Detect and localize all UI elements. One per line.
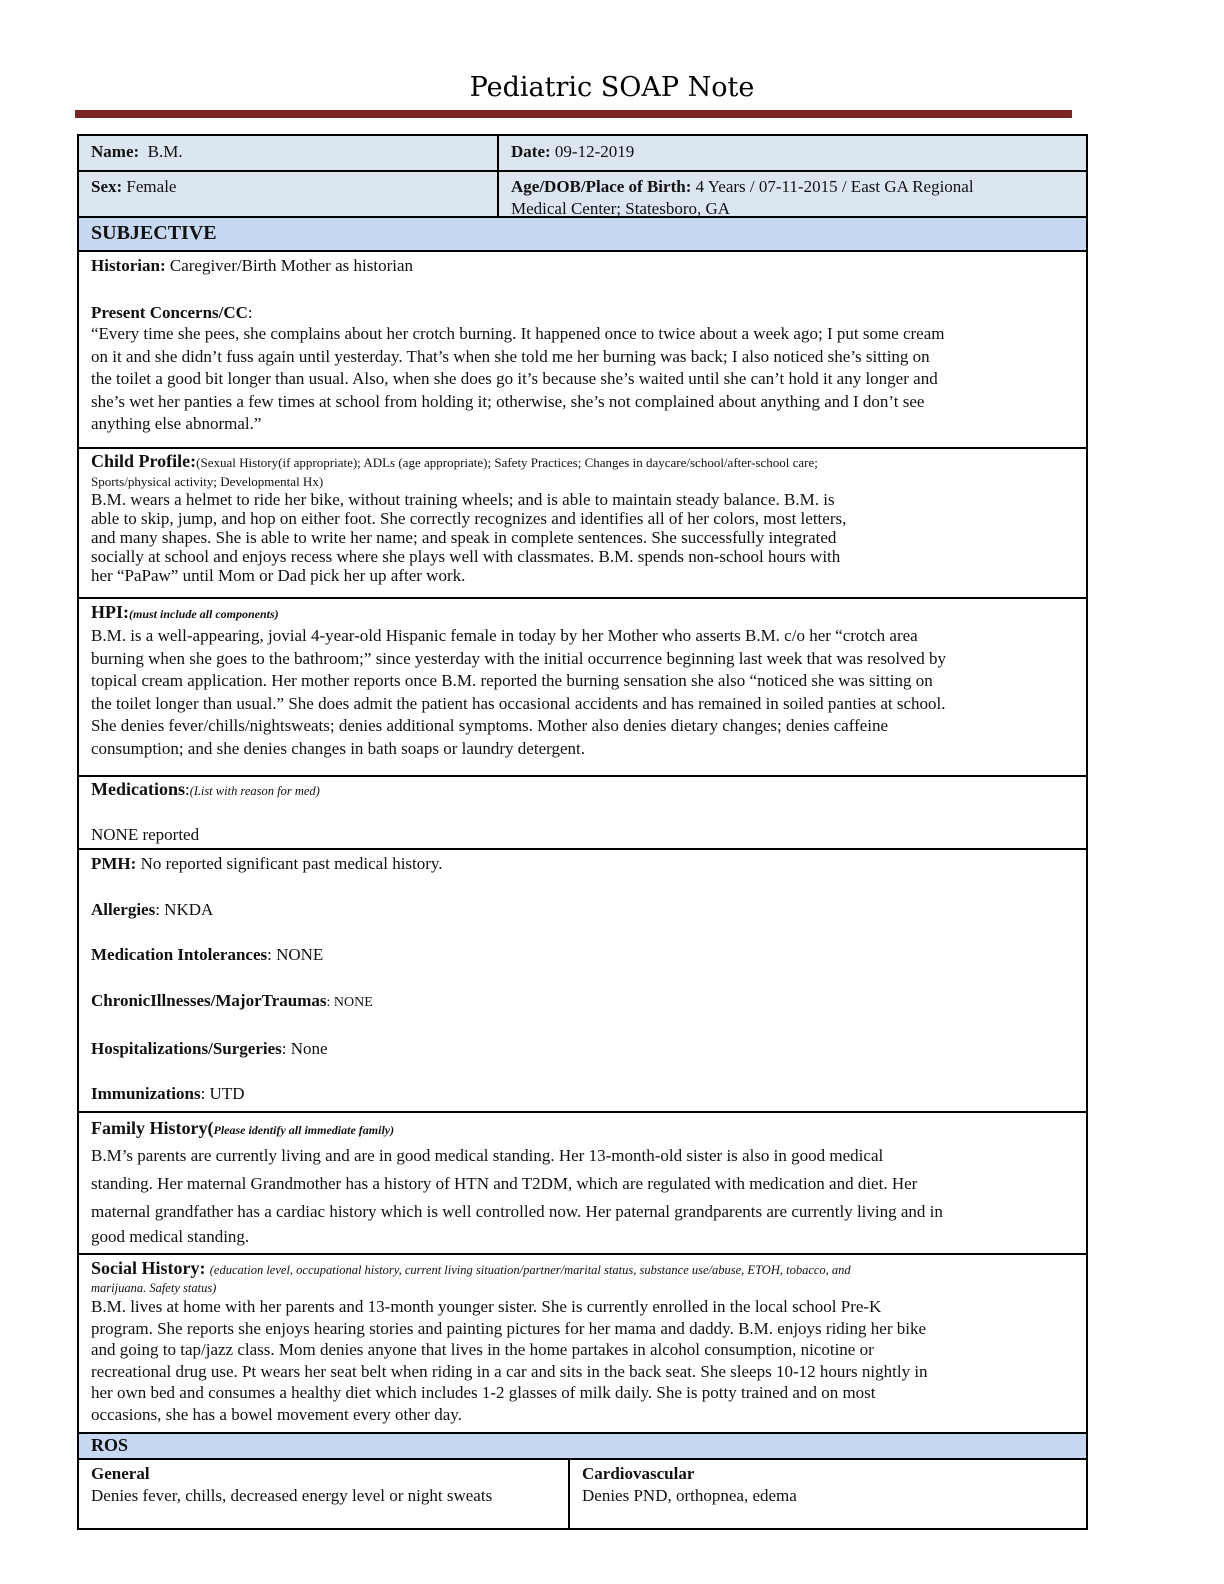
- social-label: Social History:: [91, 1258, 206, 1278]
- family-line: standing. Her maternal Grandmother has a history of HTN and T2DM, which are regulated with medication and diet. Her: [91, 1174, 918, 1193]
- immunizations-label: Immunizations: [91, 1084, 201, 1103]
- meds-label: Medications: [91, 779, 185, 799]
- family-label: Family History(: [91, 1118, 214, 1138]
- intolerances-label: Medication Intolerances: [91, 945, 268, 964]
- meds-hint: (List with reason for med): [189, 784, 320, 798]
- child-profile-section: [79, 449, 1086, 599]
- historian-cc-section: [79, 252, 1086, 449]
- ros-cardiovascular: [570, 1460, 1086, 1528]
- profile-line: B.M. wears a helmet to ride her bike, without training wheels; and is able to maintain steady balance. B.M. is: [91, 490, 835, 509]
- hpi-line: B.M. is a well-appearing, jovial 4-year-old Hispanic female in today by her Mother who asserts B.M. c/o her “crotch area: [91, 626, 918, 645]
- cc-line: “Every time she pees, she complains about her crotch burning. It happened once to twice about a week ago; I put some cream: [91, 324, 945, 343]
- historian-value: Caregiver/Birth Mother as historian: [169, 256, 413, 275]
- family-text: [91, 1142, 1074, 1248]
- ros-cardio-label: Cardiovascular: [582, 1464, 695, 1483]
- page-title: Pediatric SOAP Note: [469, 72, 755, 103]
- profile-line: and many shapes. She is able to write her name; and speak in complete sentences. She successfully integrated: [91, 528, 837, 547]
- ros-general-label: General: [91, 1464, 150, 1483]
- family-line: B.M’s parents are currently living and are in good medical standing. Her 13-month-old sister is also in good medical: [91, 1146, 884, 1165]
- sex-age-row: [79, 172, 1086, 218]
- cc-line: on it and she didn’t fuss again until yesterday. That’s when she told me her burning was back; I also noticed she’s sitting on: [91, 346, 930, 366]
- hpi-line: consumption; and she denies changes in bath soaps or laundry detergent.: [91, 738, 585, 758]
- ros-row: [79, 1460, 1086, 1528]
- social-line: B.M. lives at home with her parents and 13-month younger sister. She is currently enrolled in the local school Pre-K: [91, 1297, 882, 1316]
- pmh-section: [79, 850, 1086, 1113]
- social-line: program. She reports she enjoys hearing stories and painting pictures for her mama and daddy. B.M. enjoys riding her bike: [91, 1318, 927, 1338]
- pmh-label: PMH:: [91, 854, 137, 873]
- pmh-value: No reported significant past medical history.: [140, 854, 443, 873]
- social-line: occasions, she has a bowel movement every other day.: [91, 1404, 462, 1424]
- allergies-label: Allergies: [91, 900, 156, 919]
- profile-line: her “PaPaw” until Mom or Dad pick her up after work.: [91, 566, 466, 585]
- hpi-line: She denies fever/chills/nightsweats; denies additional symptoms. Mother also denies dietary changes; denies caffeine: [91, 716, 889, 735]
- age-value-line2: Medical Center; Statesboro, GA: [511, 199, 731, 218]
- hpi-label: HPI:: [91, 602, 129, 622]
- profile-hint-line2: Sports/physical activity; Developmental Hx): [91, 474, 324, 489]
- age-field: [499, 172, 1086, 216]
- ros-heading: ROS: [79, 1434, 1086, 1460]
- ros-cardio-value: Denies PND, orthopnea, edema: [582, 1486, 797, 1505]
- medications-section: [79, 777, 1086, 850]
- date-label: Date:: [511, 142, 551, 161]
- family-line: maternal grandfather has a cardiac history which is well controlled now. Her paternal grandparents are currently living and in: [91, 1202, 943, 1221]
- soap-form: [77, 134, 1088, 1530]
- intolerances-value: : NONE: [267, 945, 324, 964]
- name-label: Name:: [91, 142, 140, 161]
- ros-general: [79, 1460, 570, 1528]
- profile-line: able to skip, jump, and hop on either foot. She correctly recognizes and identifies all of her colors, most letters,: [91, 509, 847, 528]
- social-line: her own bed and consumes a healthy diet which includes 1-2 glasses of milk daily. She is potty trained and on most: [91, 1383, 876, 1402]
- date-value: 09-12-2019: [554, 142, 635, 161]
- hpi-line: the toilet longer than usual.” She does admit the patient has occasional accidents and has remained in soiled panties at school.: [91, 693, 946, 713]
- age-value-line1: 4 Years / 07-11-2015 / East GA Regional: [695, 177, 974, 196]
- hpi-line: topical cream application. Her mother reports once B.M. reported the burning sensation she also “noticed she was sitting on: [91, 671, 933, 690]
- cc-label: Present Concerns/CC: [91, 303, 248, 322]
- cc-text: [91, 323, 1074, 436]
- cc-line: anything else abnormal.”: [91, 414, 262, 433]
- hospitalizations-label: Hospitalizations/Surgeries: [91, 1039, 282, 1058]
- ros-general-value: Denies fever, chills, decreased energy level or night sweats: [91, 1486, 493, 1505]
- sex-label: Sex:: [91, 177, 123, 196]
- name-value: B.M.: [147, 142, 183, 161]
- meds-colon: :: [185, 780, 190, 799]
- sex-value: Female: [126, 177, 177, 196]
- name-date-row: [79, 136, 1086, 172]
- cc-colon: :: [247, 303, 253, 322]
- profile-hint-line1: (Sexual History(if appropriate); ADLs (age appropriate); Safety Practices; Changes in daycare/school/after-school care;: [196, 455, 818, 470]
- hpi-text: [91, 625, 1074, 760]
- subjective-heading: SUBJECTIVE: [79, 218, 1086, 252]
- social-history-section: [79, 1255, 1086, 1434]
- family-hint: Please identify all immediate family): [213, 1123, 395, 1137]
- profile-text: [91, 490, 1074, 585]
- family-history-section: [79, 1113, 1086, 1255]
- date-field: [499, 136, 1086, 170]
- cc-line: the toilet a good bit longer than usual. Also, when she does go it’s because she’s waited until she can’t hold it any longer and: [91, 369, 938, 388]
- profile-line: socially at school and enjoys recess where she plays well with classmates. B.M. spends non-school hours with: [91, 547, 841, 566]
- hpi-hint: (must include all components): [129, 607, 279, 621]
- immunizations-value: : UTD: [200, 1084, 245, 1103]
- social-line: recreational drug use. Pt wears her seat belt when riding in a car and sits in the back seat. She sleeps 10-12 hours nightly in: [91, 1361, 928, 1381]
- chronic-label: ChronicIllnesses/MajorTraumas: [91, 991, 327, 1010]
- allergies-value: : NKDA: [155, 900, 214, 919]
- social-hint-line2: marijuana. Safety status): [91, 1281, 217, 1295]
- hospitalizations-value: : None: [281, 1039, 328, 1058]
- historian-label: Historian:: [91, 256, 166, 275]
- cc-line: she’s wet her panties a few times at school from holding it; otherwise, she’s not complained about anything and I don’t see: [91, 391, 925, 411]
- social-hint-line1: (education level, occupational history, current living situation/partner/marital status, substance use/abuse, ETOH, tobacco, and: [209, 1263, 851, 1277]
- hpi-section: [79, 599, 1086, 777]
- social-text: [91, 1296, 1074, 1425]
- social-line: and going to tap/jazz class. Mom denies anyone that lives in the home partakes in alcohol consumption, nicotine or: [91, 1340, 874, 1359]
- meds-value: NONE reported: [91, 825, 200, 844]
- family-line: good medical standing.: [91, 1227, 250, 1246]
- name-field: [79, 136, 499, 170]
- sex-field: [79, 172, 499, 216]
- title-rule: [75, 110, 1072, 118]
- age-label: Age/DOB/Place of Birth:: [511, 177, 692, 196]
- chronic-value: : NONE: [326, 995, 373, 1010]
- profile-label: Child Profile:: [91, 451, 197, 471]
- hpi-line: burning when she goes to the bathroom;” since yesterday with the initial occurrence beginning last week that was resolved by: [91, 648, 946, 668]
